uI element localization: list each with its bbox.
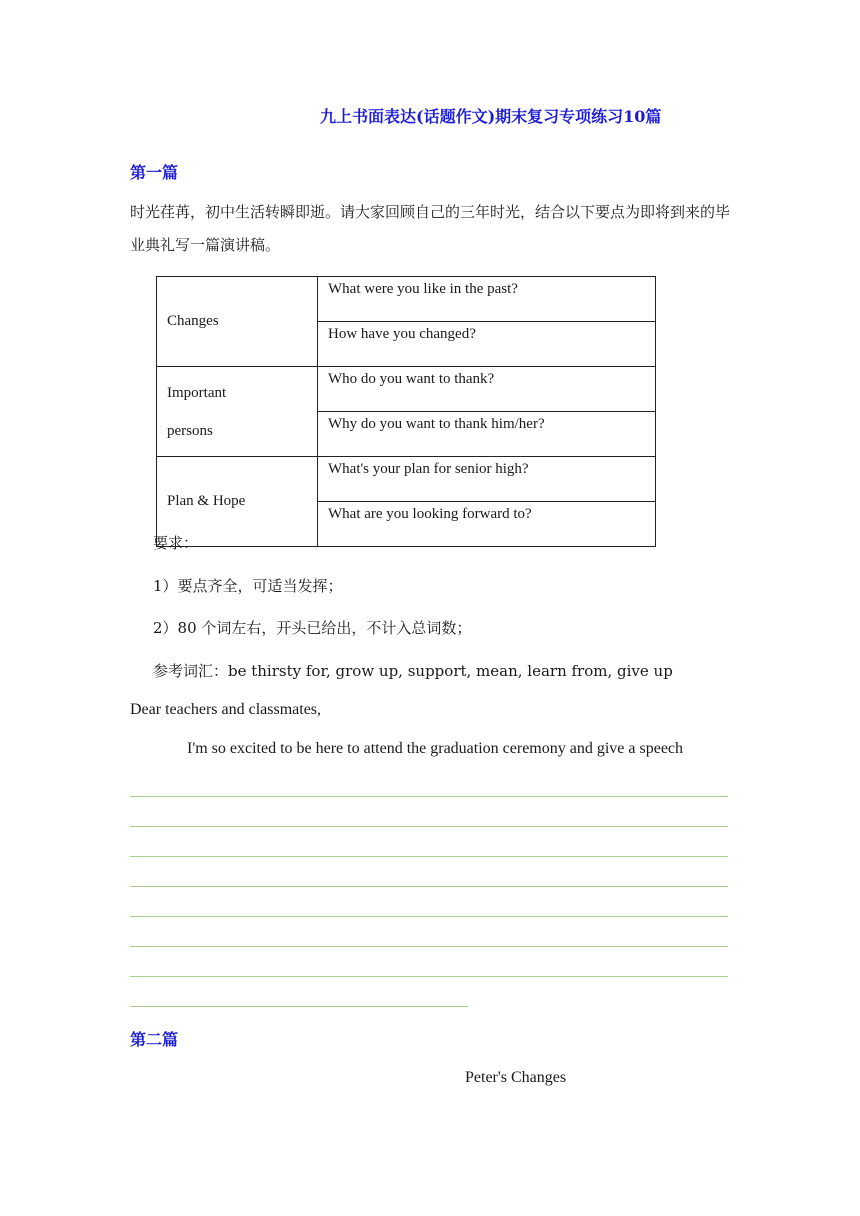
section2-heading: 第二篇 <box>130 1030 179 1049</box>
question-cell: What were you like in the past? <box>318 277 656 322</box>
vocabulary-hint: 参考词汇：be thirsty for, grow up, support, mean, learn from, give up <box>153 662 673 680</box>
writing-line <box>130 856 728 857</box>
writing-line <box>130 916 728 917</box>
question-cell: What are you looking forward to? <box>318 502 656 547</box>
question-cell: Who do you want to thank? <box>318 367 656 412</box>
salutation: Dear teachers and classmates, <box>130 701 322 718</box>
page-title: 九上书面表达(话题作文)期末复习专项练习10篇 <box>320 107 662 126</box>
category-important-persons <box>157 367 318 457</box>
writing-line <box>130 796 728 797</box>
writing-line <box>130 976 728 977</box>
requirement-item: 1）要点齐全，可适当发挥； <box>153 577 343 595</box>
writing-line <box>130 886 728 887</box>
writing-line <box>130 946 728 947</box>
opening-sentence: I'm so excited to be here to attend the graduation ceremony and give a speech <box>187 740 684 757</box>
category-changes: Changes <box>157 277 318 367</box>
table-row <box>157 367 656 412</box>
table-row <box>157 457 656 502</box>
writing-line <box>130 826 728 827</box>
requirements-label: 要求： <box>153 534 199 552</box>
section1-intro: 时光荏苒，初中生活转瞬即逝。请大家回顾自己的三年时光，结合以下要点为即将到来的毕业典礼写一篇演讲稿。 <box>130 203 731 254</box>
category-line: persons <box>167 422 213 439</box>
requirement-item: 2）80 个词左右，开头已给出，不计入总词数； <box>153 619 472 637</box>
category-plan-hope: Plan & Hope <box>157 457 318 547</box>
question-cell: Why do you want to thank him/her? <box>318 412 656 457</box>
writing-line <box>130 1006 468 1007</box>
section1-heading: 第一篇 <box>130 163 179 182</box>
section2-title: Peter's Changes <box>465 1069 567 1086</box>
question-cell: How have you changed? <box>318 322 656 367</box>
category-line: Important <box>167 384 227 401</box>
prompt-table <box>156 276 656 547</box>
question-cell: What's your plan for senior high? <box>318 457 656 502</box>
table-row <box>157 277 656 322</box>
